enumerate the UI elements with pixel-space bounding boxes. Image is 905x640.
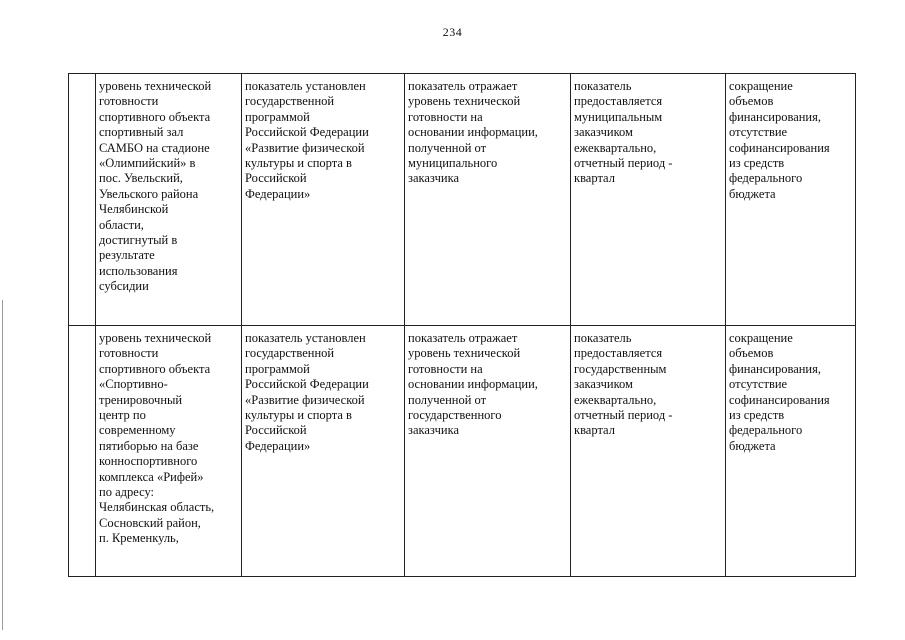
reporting-method-cell: показатель предоставляется государственным заказчиком ежеквартально, отчетный период - квартал [571,326,726,577]
indicator-table [68,73,856,577]
risk-factors-cell: сокращение объемов финансирования, отсутствие софинансирования из средств федерального бюджета [726,74,856,326]
indicator-name-cell: уровень технической готовности спортивного объекта «Спортивно- тренировочный центр по современному пятиборью на базе конноспортивного комплекса «Рифей» по адресу: Челябинская область, Сосновский район, п. Кременкуль, [96,326,242,577]
indicator-description-cell: показатель отражает уровень технической готовности на основании информации, полученной от государственного заказчика [405,326,571,577]
table-row [69,74,856,326]
reporting-method-cell: показатель предоставляется муниципальным заказчиком ежеквартально, отчетный период - квартал [571,74,726,326]
row-index-cell [69,326,96,577]
indicator-basis-cell: показатель установлен государственной программой Российской Федерации «Развитие физической культуры и спорта в Российской Федерации» [242,326,405,577]
indicator-description-cell: показатель отражает уровень технической готовности на основании информации, полученной от муниципального заказчика [405,74,571,326]
risk-factors-cell: сокращение объемов финансирования, отсутствие софинансирования из средств федерального бюджета [726,326,856,577]
page-number: 234 [442,25,463,39]
row-index-cell [69,74,96,326]
indicator-name-cell: уровень технической готовности спортивного объекта спортивный зал САМБО на стадионе «Олимпийский» в пос. Увельский, Увельского района Челябинской области, достигнутый в результате использования субсидии [96,74,242,326]
indicator-basis-cell: показатель установлен государственной программой Российской Федерации «Развитие физической культуры и спорта в Российской Федерации» [242,74,405,326]
scan-edge-line [2,300,3,630]
table-row [69,326,856,577]
